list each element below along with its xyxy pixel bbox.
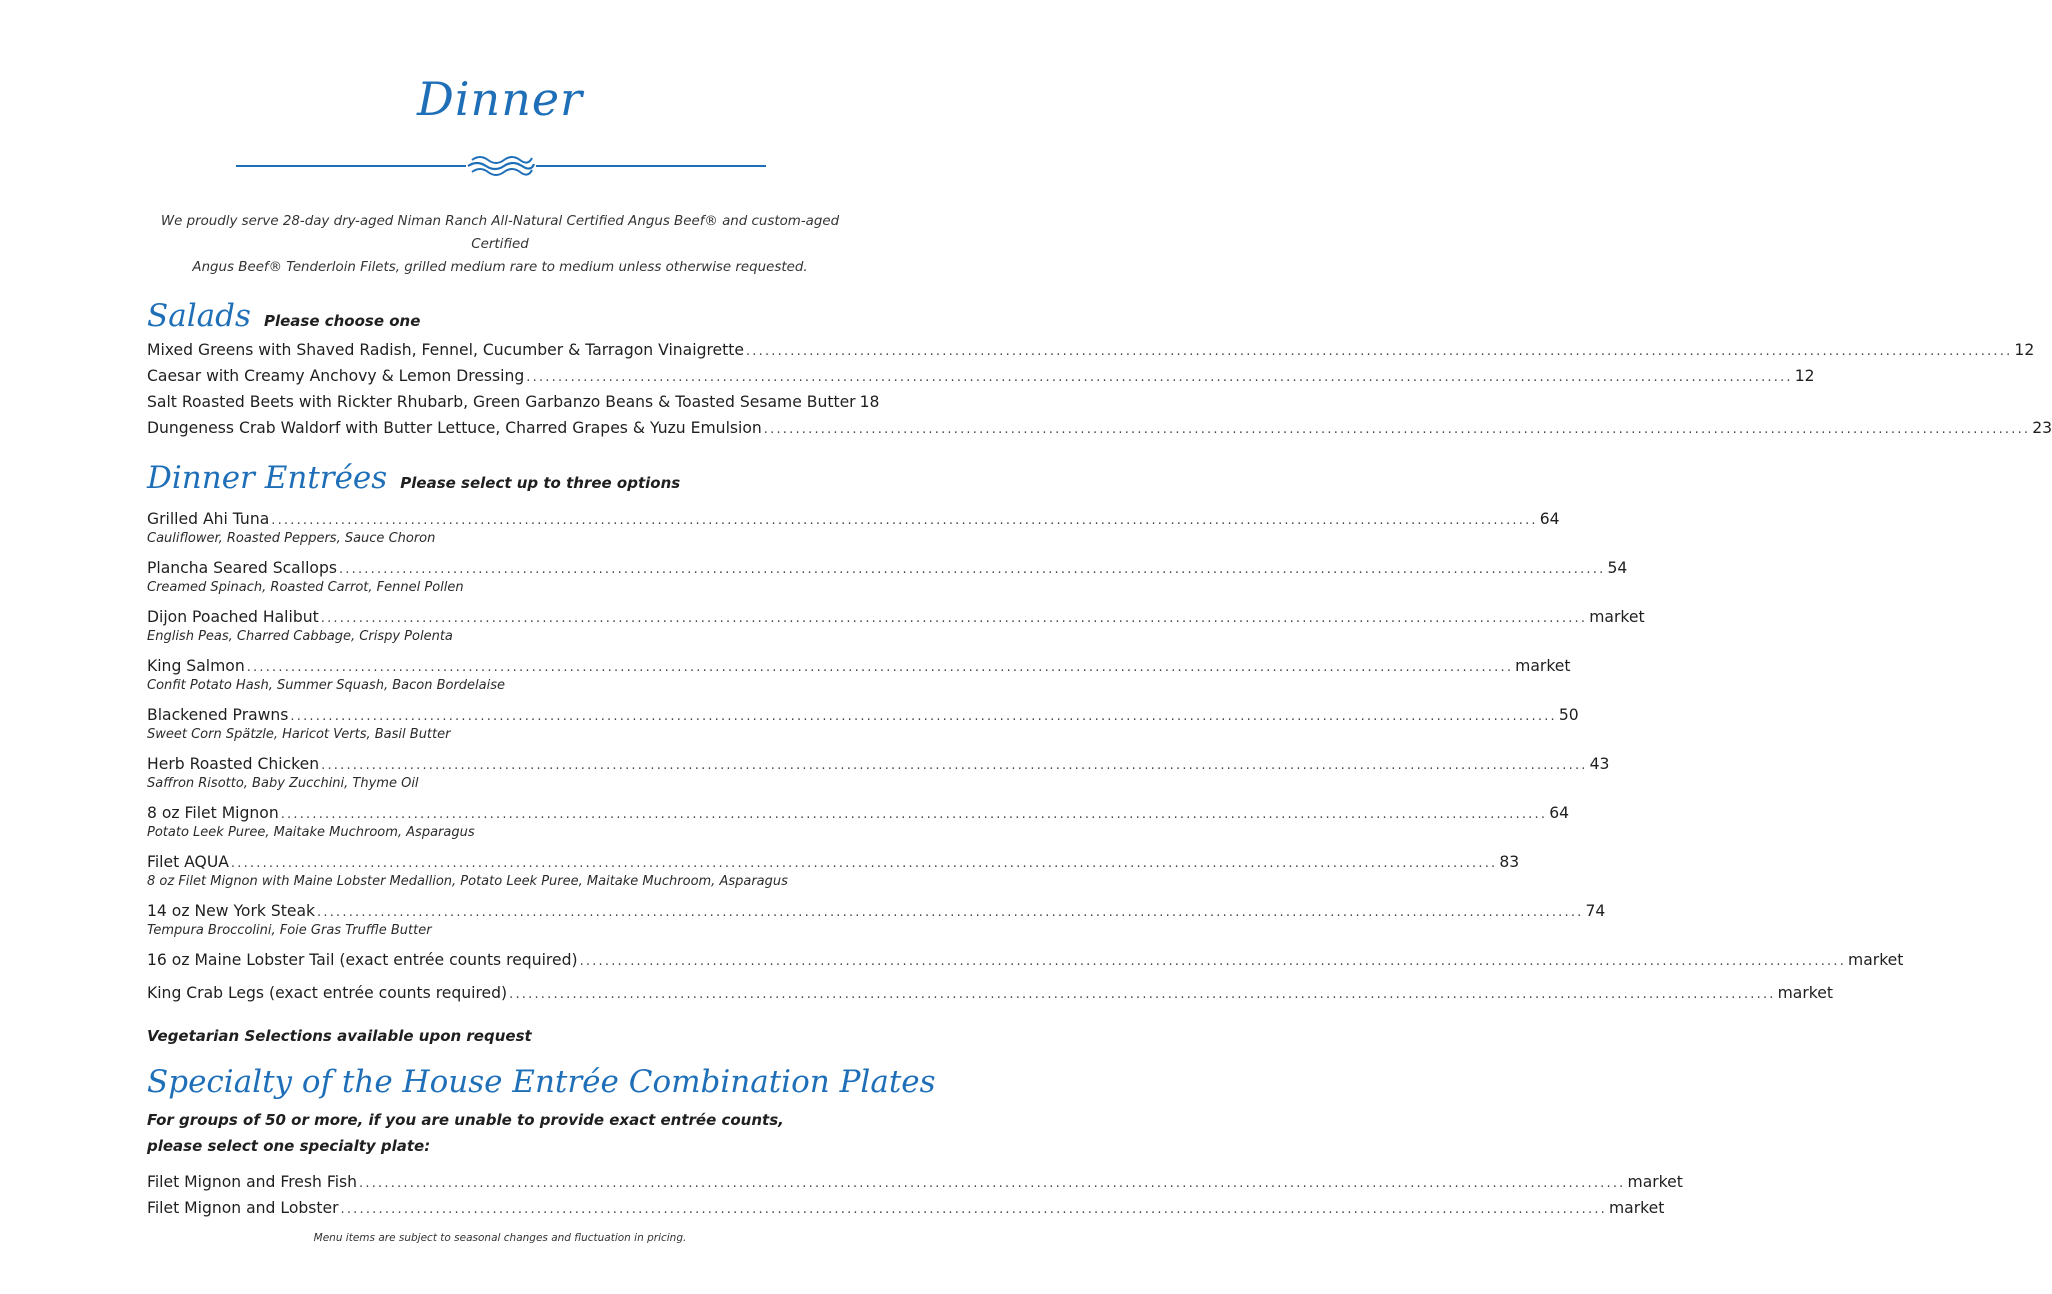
entrees-title: Dinner Entrées <box>147 460 388 496</box>
item-name: King Crab Legs (exact entrée counts required) <box>147 984 508 1002</box>
entrees-subheading: Please select up to three options <box>400 474 681 492</box>
item-name: Herb Roasted Chicken <box>147 755 320 773</box>
vegetarian-note: Vegetarian Selections available upon request <box>147 1027 532 1045</box>
leader-dots: ........................................................................................................................................................................................................ <box>340 1202 1607 1217</box>
item-name: Filet Mignon and Lobster <box>147 1199 339 1217</box>
item-price: market <box>1608 1199 1665 1217</box>
item-name: 14 oz New York Steak <box>147 902 316 920</box>
item-description: Potato Leek Puree, Maitake Muchroom, Asparagus <box>147 825 475 840</box>
item-name: Dijon Poached Halibut <box>147 608 319 626</box>
item-price: 50 <box>1558 706 1579 724</box>
menu-item <box>147 901 1606 939</box>
leader-dots: ........................................................................................................................................................................................................ <box>280 807 1548 822</box>
item-price: 23 <box>2032 419 2052 437</box>
intro-text <box>140 210 860 279</box>
item-price: 12 <box>2014 341 2035 359</box>
menu-item <box>147 607 1645 645</box>
menu-item <box>147 340 2035 362</box>
leader-dots: ........................................................................................................................................................................................................ <box>317 905 1584 920</box>
specialty-note: For groups of 50 or more, if you are unable to provide exact entrée counts, <box>147 1111 784 1129</box>
menu-item <box>147 1172 1683 1194</box>
item-price: market <box>1589 608 1645 626</box>
intro-line: Angus Beef® Tenderloin Filets, grilled medium rare to medium unless otherwise requested. <box>192 260 808 275</box>
menu-item <box>147 656 1571 694</box>
item-name: Caesar with Creamy Anchovy & Lemon Dressing <box>147 367 525 385</box>
menu-item <box>147 392 880 414</box>
item-name: Blackened Prawns <box>147 706 289 724</box>
menu-item <box>147 509 1560 547</box>
leader-dots: ........................................................................................................................................................................................................ <box>509 987 1776 1002</box>
entrees-heading <box>147 460 680 496</box>
item-price: 74 <box>1585 902 1606 920</box>
item-name: Plancha Seared Scallops <box>147 559 337 577</box>
item-price: 64 <box>1539 510 1560 528</box>
leader-dots: ........................................................................................................................................................................................................ <box>338 562 1606 577</box>
leader-dots: ........................................................................................................................................................................................................ <box>359 1176 1626 1191</box>
item-price: market <box>1777 984 1833 1002</box>
item-name: Salt Roasted Beets with Rickter Rhubarb, Green Garbanzo Beans & Toasted Sesame Butter <box>147 393 856 411</box>
salads-subheading: Please choose one <box>263 312 421 330</box>
leader-dots: ........................................................................................................................................................................................................ <box>745 344 2013 359</box>
item-price: 12 <box>1794 367 1815 385</box>
item-description: Tempura Broccolini, Foie Gras Truffle Butter <box>147 923 432 938</box>
item-description: Creamed Spinach, Roasted Carrot, Fennel Pollen <box>147 580 464 595</box>
leader-dots: ........................................................................................................................................................................................................ <box>246 660 1514 675</box>
leader-dots: ........................................................................................................................................................................................................ <box>320 611 1588 626</box>
menu-item <box>147 803 1570 841</box>
item-price: 54 <box>1607 559 1628 577</box>
menu-item <box>147 558 1628 596</box>
leader-dots: ........................................................................................................................................................................................................ <box>271 513 1538 528</box>
item-description: Saffron Risotto, Baby Zucchini, Thyme Oil <box>147 776 419 791</box>
salads-heading <box>147 298 420 334</box>
leader-dots: ........................................................................................................................................................................................................ <box>579 954 1847 969</box>
leader-dots: ........................................................................................................................................................................................................ <box>526 370 1793 385</box>
menu-item <box>147 983 1833 1005</box>
leader-dots: ........................................................................................................................................................................................................ <box>321 758 1588 773</box>
leader-dots: ........................................................................................................................................................................................................ <box>763 422 2031 437</box>
item-price: 43 <box>1589 755 1610 773</box>
intro-line: We proudly serve 28-day dry-aged Niman Ranch All-Natural Certified Angus Beef® and custom-aged Certified <box>160 214 840 252</box>
item-name: 16 oz Maine Lobster Tail (exact entrée counts required) <box>147 951 578 969</box>
leader-dots: ........................................................................................................................................................................................................ <box>290 709 1557 724</box>
menu-item <box>147 418 2052 440</box>
item-price: 64 <box>1549 804 1570 822</box>
salads-title: Salads <box>147 298 251 334</box>
menu-item <box>147 754 1610 792</box>
item-price: market <box>1627 1173 1683 1191</box>
specialty-note: please select one specialty plate: <box>147 1137 431 1155</box>
specialty-heading <box>147 1064 936 1100</box>
item-description: Confit Potato Hash, Summer Squash, Bacon Bordelaise <box>147 678 506 693</box>
item-name: Grilled Ahi Tuna <box>147 510 270 528</box>
menu-item <box>147 366 1815 388</box>
menu-item <box>147 1198 1665 1220</box>
page-title: Dinner <box>416 72 584 126</box>
item-description: Sweet Corn Spätzle, Haricot Verts, Basil Butter <box>147 727 451 742</box>
specialty-title: Specialty of the House Entrée Combination Plates <box>147 1064 936 1100</box>
leader-dots: ........................................................................................................................................................................................................ <box>230 856 1498 871</box>
item-description: 8 oz Filet Mignon with Maine Lobster Medallion, Potato Leek Puree, Maitake Muchroom, Asparagus <box>147 874 788 889</box>
item-name: Mixed Greens with Shaved Radish, Fennel, Cucumber & Tarragon Vinaigrette <box>147 341 744 359</box>
item-price: market <box>1515 657 1571 675</box>
item-name: King Salmon <box>147 657 245 675</box>
item-name: Filet Mignon and Fresh Fish <box>147 1173 358 1191</box>
wave-divider-icon <box>236 150 766 182</box>
menu-item <box>147 705 1579 743</box>
item-name: Dungeness Crab Waldorf with Butter Lettuce, Charred Grapes & Yuzu Emulsion <box>147 419 762 437</box>
footer-note: Menu items are subject to seasonal changes and fluctuation in pricing. <box>313 1232 687 1244</box>
item-price: market <box>1848 951 1904 969</box>
menu-item <box>147 950 1904 972</box>
item-description: Cauliflower, Roasted Peppers, Sauce Choron <box>147 531 436 546</box>
item-name: 8 oz Filet Mignon <box>147 804 279 822</box>
item-price: 18 <box>859 393 880 411</box>
item-name: Filet AQUA <box>147 853 229 871</box>
menu-item <box>147 852 1520 890</box>
item-price: 83 <box>1499 853 1520 871</box>
item-description: English Peas, Charred Cabbage, Crispy Polenta <box>147 629 453 644</box>
